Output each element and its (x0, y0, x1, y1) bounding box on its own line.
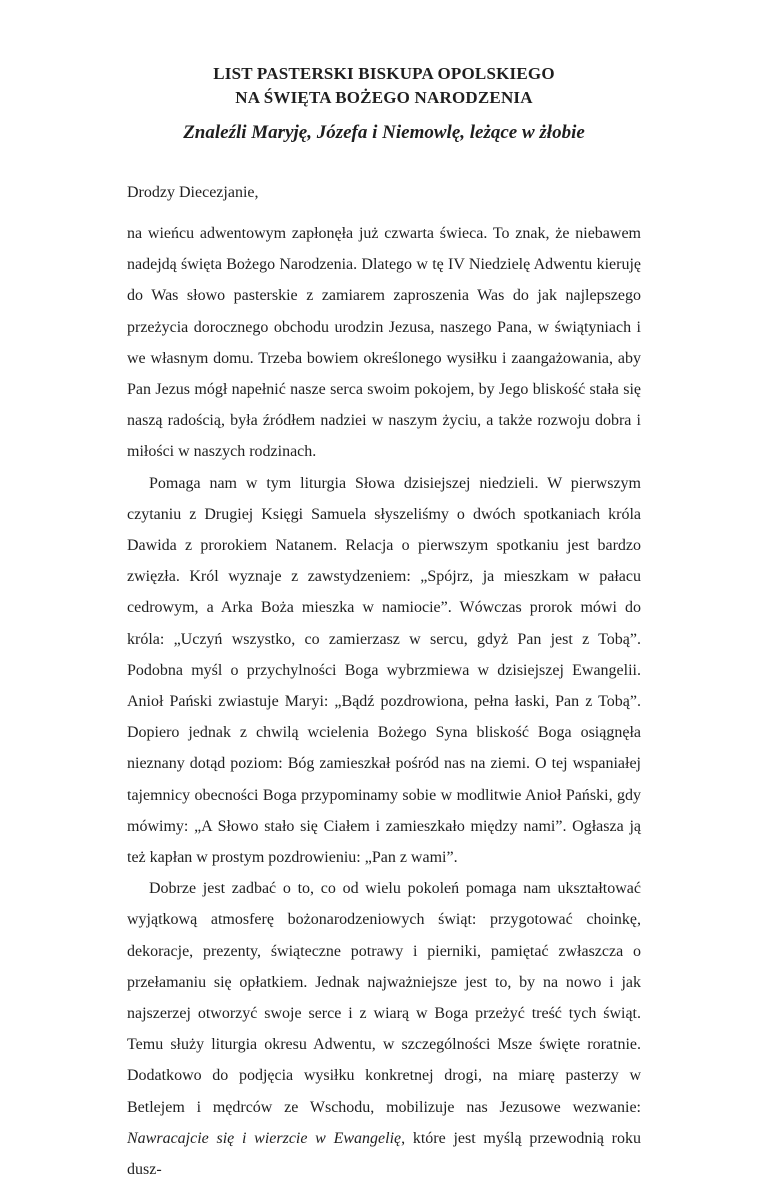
paragraph-3 (127, 873, 641, 1185)
letter-body (127, 218, 641, 1185)
title-line-2: NA ŚWIĘTA BOŻEGO NARODZENIA (235, 88, 533, 107)
paragraph-3-start: Dobrze jest zadbać o to, co od wielu pokoleń pomaga nam ukształtować wyjątkową atmosferę bożonarodzeniowych świąt: przygotować choinkę, dekoracje, prezenty, świąteczne potrawy i pierniki, pamiętać zwłaszcza o przełamaniu się opłatkiem. Jednak najważniejsze jest to, by na nowo i jak najszerzej otworzyć swoje serce i z wiarą w Boga przeżyć treść tych świąt. Temu służy liturgia okresu Adwentu, w szczególności Msze święte roratnie. Dodatkowo do podjęcia wysiłku konkretnej drogi, na miarę pasterzy w Betlejem i mędrców ze Wschodu, mobilizuje nas Jezusowe wezwanie: (127, 880, 641, 1116)
paragraph-1: na wieńcu adwentowym zapłonęła już czwarta świeca. To znak, że niebawem nadejdą święta Bożego Narodzenia. Dlatego w tę IV Niedzielę Adwentu kieruję do Was słowo pasterskie z zamiarem zaproszenia Was do jak najlepszego przeżycia dorocznego obchodu urodzin Jezusa, naszego Pana, w świątyniach i we własnym domu. Trzeba bowiem określonego wysiłku i zaangażowania, aby Pan Jezus mógł napełnić nasze serca swoim pokojem, by Jego bliskość stała się naszą radością, była źródłem nadziei w naszym życiu, a także rozwoju dobra i miłości w naszych rodzinach. (127, 225, 641, 461)
paragraph-3-italic-quote: Nawracajcie się i wierzcie w Ewangelię (127, 1129, 402, 1147)
greeting: Drodzy Diecezjanie, (127, 184, 259, 201)
document-subtitle: Znaleźli Maryję, Józefa i Niemowlę, leżące w żłobie (183, 122, 585, 143)
document-title (0, 62, 768, 110)
title-line-1: LIST PASTERSKI BISKUPA OPOLSKIEGO (213, 64, 555, 83)
paragraph-3-end: , które jest myślą przewodnią roku dusz- (127, 1129, 642, 1179)
paragraph-2: Pomaga nam w tym liturgia Słowa dzisiejszej niedzieli. W pierwszym czytaniu z Drugiej Księgi Samuela słyszeliśmy o dwóch spotkaniach króla Dawida z prorokiem Natanem. Relacja o pierwszym spotkaniu jest bardzo zwięzła. Król wyznaje z zawstydzeniem: „Spójrz, ja mieszkam w pałacu cedrowym, a Arka Boża mieszka w namiocie”. Wówczas prorok mówi do króla: „Uczyń wszystko, co zamierzasz w sercu, gdyż Pan jest z Tobą”. Podobna myśl o przychylności Boga wybrzmiewa w dzisiejszej Ewangelii. Anioł Pański zwiastuje Maryi: „Bądź pozdrowiona, pełna łaski, Pan z Tobą”. Dopiero jednak z chwilą wcielenia Bożego Syna bliskość Boga osiągnęła nieznany dotąd poziom: Bóg zamieszkał pośród nas na ziemi. O tej wspaniałej tajemnicy obecności Boga przypominamy sobie w modlitwie Anioł Pański, gdy mówimy: „A Słowo stało się Ciałem i zamieszkało między nami”. Ogłasza ją też kapłan w prostym pozdrowieniu: „Pan z wami”. (127, 474, 641, 867)
